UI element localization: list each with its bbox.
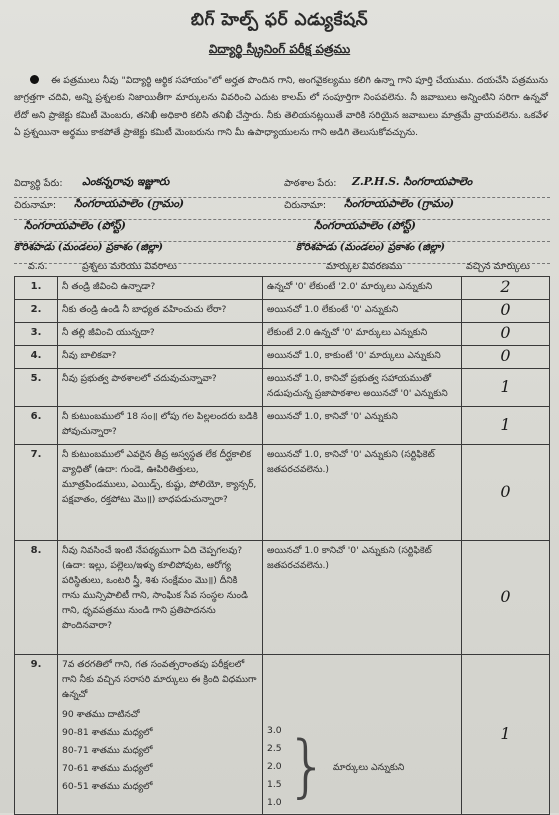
row-marks-rule: అయినచో 1.0, కానిచో ప్రభుత్వ సహాయముతో నడుపుచున్న ప్రజాపాఠశాల అయినచో '0' ఎన్నుకుని <box>263 369 462 407</box>
table-row <box>15 541 550 655</box>
row-given-marks[interactable]: 0 <box>500 586 511 606</box>
grade-score: 2.0 <box>267 761 282 772</box>
address-row-1 <box>14 197 550 220</box>
row-marks-rule: లేకుంటే 2.0 ఉన్నచో '0' మార్కులు ఎన్నుకుని <box>263 323 462 346</box>
grade-brace-label: మార్కులు ఎన్నుకుని <box>332 761 405 773</box>
row-given-marks[interactable]: 0 <box>500 346 511 365</box>
table-row <box>15 655 550 815</box>
address-value-2[interactable]: సింగరాయపాలెం (పోస్ట్) <box>24 219 126 232</box>
instructions-paragraph <box>14 72 548 142</box>
table-row <box>15 407 550 445</box>
row-number: 3. <box>15 323 58 346</box>
row-number: 5. <box>15 369 58 407</box>
row-marks-rule: ఉన్నచో '0' లేకుంటే '2.0' మార్కులు ఎన్నుకుని <box>263 277 462 300</box>
student-name-value[interactable]: ఎంకన్నరావు ఇజ్జూరు <box>82 175 170 188</box>
row-question: నీవు నివసించే ఇంటి నేపథ్యముగా ఏది చెప్పగలవు? (ఉదా: ఇల్లు, పల్లెలు/ఇళ్ళు కూలిపోవుట, ఆరోగ్య పరిస్థితులు, ఒంటరి స్త్రీ, శిశు సంక్షేమం మొ॥) దీనికి గాను మున్సిపాలిటీ గాని, సాంఘిక సేవ సంస్థల నుండి గాని, ధృవపత్రము నుండి గాని ప్రతిపాదనను పొందినవారా? <box>58 541 263 655</box>
row-question: నీవు ప్రభుత్వ పాఠశాలలో చదువుచున్నావా? <box>58 369 263 407</box>
row-given-marks[interactable]: 0 <box>500 323 511 342</box>
school-name-value[interactable]: Z.P.H.S. సింగరాయపాలెం <box>352 175 473 188</box>
table-row <box>15 369 550 407</box>
grade-range-label: 90-81 శాతము మధ్యలో <box>62 727 153 738</box>
row-given-marks[interactable]: 0 <box>500 300 511 319</box>
row-marks-rule: అయినచో 1.0, కాకుంటే '0' మార్కులు ఎన్నుకుని <box>263 346 462 369</box>
address-row-2 <box>14 219 550 242</box>
address-value-3[interactable]: కొరిశపాడు (మండలం) ప్రకాశం (జిల్లా) <box>14 242 163 253</box>
school-name-label: పాఠశాల పేరు: <box>284 178 337 189</box>
row-question: నీ కుటుంబములో ఎవరైన తీవ్ర అస్వస్థత లేక దీర్ఘకాలిక వ్యాధితో (ఉదా: గుండె, ఊపిరితిత్తులు, మూత్రపిండములు, ఎయిడ్స్, కుష్టు, పోలియో, క్యాన్సర్, పక్షవాతం, రక్తపోటు మొ॥) బాధపడుచున్నారా? <box>58 445 263 541</box>
school-address-value-1[interactable]: సింగరాయపాలెం (గ్రామం) <box>344 197 455 210</box>
col-given-header: వచ్చిన మార్కులు <box>466 261 530 272</box>
questions-table <box>14 276 550 815</box>
row-question: నీకు తండ్రి ఉండి నీ బాధ్యత వహించుచు లేరా? <box>58 300 263 323</box>
table-row <box>15 445 550 541</box>
col-question-header: ప్రశ్నలు మరియు వివరాలు <box>82 261 177 272</box>
row-given-marks[interactable]: 1 <box>500 376 511 396</box>
col-sno-header: వ.స. <box>28 261 48 272</box>
school-address-value-3[interactable]: కొరిశపాడు (మండలం) ప్రకాశం (జిల్లా) <box>296 242 445 253</box>
bullet-icon <box>30 75 39 84</box>
row-number: 8. <box>15 541 58 655</box>
student-name-label: విద్యార్థి పేరు: <box>14 178 63 189</box>
row-number: 1. <box>15 277 58 300</box>
grade-score: 3.0 <box>267 725 282 736</box>
row-given-marks[interactable]: 1 <box>500 414 511 434</box>
school-address-label: చిరునామా: <box>284 200 327 211</box>
grade-range-label: 70-61 శాతము మధ్యలో <box>62 763 153 774</box>
row-number: 4. <box>15 346 58 369</box>
grade-score-list <box>267 722 282 812</box>
row-number: 2. <box>15 300 58 323</box>
row-given-marks[interactable]: 0 <box>500 481 511 501</box>
row-marks-rule: అయినచో 1.0 కానిచో '0' ఎన్నుకుని (సర్టిఫికెట్ జతపరచవలెను.) <box>263 541 462 655</box>
col-marks-header: మార్కుల వివరణము <box>326 261 403 272</box>
row-marks-rule: అయినచో 1.0, కానిచో '0' ఎన్నుకుని (సర్టిఫికెట్ జతపరచవలెను.) <box>263 445 462 541</box>
row-number: 6. <box>15 407 58 445</box>
row-number: 9. <box>15 655 58 815</box>
row-marks-rule: అయినచో 1.0 లేకుంటే '0' ఎన్నుకుని <box>263 300 462 323</box>
grade-score: 2.5 <box>267 743 282 754</box>
row-given-marks[interactable]: 1 <box>500 723 511 743</box>
address-value-1[interactable]: సింగరాయపాలెం (గ్రామం) <box>74 197 185 210</box>
form-title: బిగ్ హెల్ప్ ఫర్ ఎడ్యుకేషన్ <box>190 10 369 30</box>
instructions-text: ఈ పత్రములు నీవు "విద్యార్థి ఆర్థిక సహాయం"లో అర్హత పొందిన గాని, అంగవైకల్యము కలిగి ఉన్నా గాని పూర్తి చేయుము. దయచేసి పత్రమును జాగ్రత్తగా చదివి, అన్ని ప్రశ్నలకు నిజాయితీగా మార్కులను వివరించి ఎదుట కాలమ్ లో సంపూర్తిగా నింపవలెను. నీ జవాబులు అన్నింటిని సరిగా ఉన్నవో లేదో అని ప్రాజెక్టు కమిటీ మెంబరు, తనిఖీ అధికారి కలిసి తనిఖీ చేస్తారు. నీకు తెలియనట్లయితే వారికి సరియైన జవాబులు మాత్రమే వ్రాయవలెను. ఒకవేళ ఏ ప్రశ్నయినా అర్థము కాకపోతే ప్రాజెక్టు కమిటీ మెంబరును గాని మీ ఉపాధ్యాయులను గాని అడిగి తెలుసుకోవచ్చును. <box>14 75 548 139</box>
table-row <box>15 277 550 300</box>
row-question: నీ తల్లి జీవించి యున్నదా? <box>58 323 263 346</box>
grade-score: 1.0 <box>267 797 282 808</box>
row-marks-rule: అయినచో 1.0, కానిచో '0' ఎన్నుకుని <box>263 407 462 445</box>
grade-range-list <box>62 706 258 796</box>
row-question: నీ కుటుంబములో 18 సం॥ లోపు గల పిల్లలందరు బడికి పోవుచున్నారా? <box>58 407 263 445</box>
name-row <box>14 175 550 198</box>
table-row <box>15 323 550 346</box>
table-row <box>15 346 550 369</box>
school-address-value-2[interactable]: సింగరాయపాలెం (పోస్ట్) <box>314 219 416 232</box>
brace-icon: } <box>285 727 329 806</box>
form-subtitle: విద్యార్థి స్క్రీనింగ్ పరీక్ష పత్రము <box>208 42 351 56</box>
row-question <box>58 655 263 815</box>
row-question: నీవు బాలికవా? <box>58 346 263 369</box>
grade-range-label: 80-71 శాతము మధ్యలో <box>62 745 153 756</box>
grade-range-label: 90 శాతము దాటినచో <box>62 709 140 720</box>
row-given-marks[interactable]: 2 <box>500 277 511 296</box>
row-number: 7. <box>15 445 58 541</box>
table-row <box>15 300 550 323</box>
grade-score: 1.5 <box>267 779 282 790</box>
row-question: నీ తండ్రి జీవించి ఉన్నాడా? <box>58 277 263 300</box>
grade-range-label: 60-51 శాతము మధ్యలో <box>62 781 153 792</box>
grade-score-cell <box>263 655 462 815</box>
row-question-text: 7వ తరగతిలో గాని, గత సంవత్సరాంతపు పరీక్షలలో గాని నీకు వచ్చిన సరాసరి మార్కులు ఈ క్రింది విధముగా ఉన్నచో <box>62 659 257 700</box>
address-label: చిరునామా: <box>14 200 57 211</box>
